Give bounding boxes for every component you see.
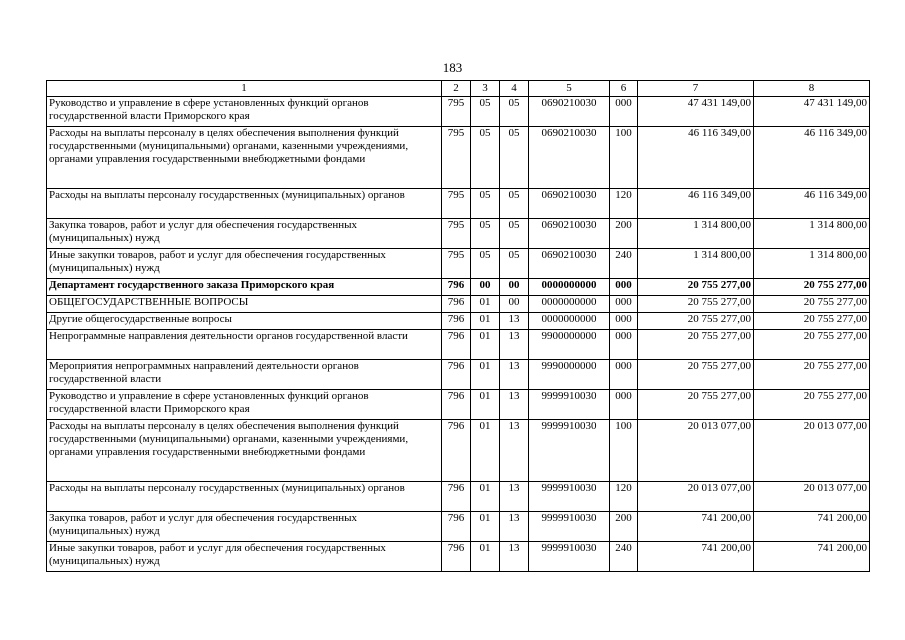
code-cell: 05 xyxy=(471,249,500,279)
code-cell: 0690210030 xyxy=(529,189,610,219)
amount-cell: 20 755 277,00 xyxy=(754,296,870,313)
code-cell: 120 xyxy=(610,189,638,219)
column-header: 4 xyxy=(500,81,529,97)
description-cell: Расходы на выплаты персоналу в целях обеспечения выполнения функций государственными (муниципальными) органами, казенными учреждениями, органами управления государственными внебюджетными фондами xyxy=(47,127,442,189)
page-number: 183 xyxy=(442,60,463,75)
amount-cell: 20 755 277,00 xyxy=(638,360,754,390)
code-cell: 13 xyxy=(500,390,529,420)
code-cell: 05 xyxy=(471,189,500,219)
column-header: 3 xyxy=(471,81,500,97)
budget-table xyxy=(46,80,870,572)
table-row xyxy=(47,482,870,512)
amount-cell: 741 200,00 xyxy=(754,512,870,542)
table-row xyxy=(47,330,870,360)
code-cell: 01 xyxy=(471,360,500,390)
code-cell: 13 xyxy=(500,313,529,330)
code-cell: 00 xyxy=(471,279,500,296)
amount-cell: 1 314 800,00 xyxy=(638,219,754,249)
column-header: 2 xyxy=(442,81,471,97)
amount-cell: 20 755 277,00 xyxy=(638,296,754,313)
code-cell: 796 xyxy=(442,542,471,572)
code-cell: 795 xyxy=(442,97,471,127)
description-cell: Закупка товаров, работ и услуг для обеспечения государственных (муниципальных) нужд xyxy=(47,219,442,249)
code-cell: 796 xyxy=(442,360,471,390)
column-header: 8 xyxy=(754,81,870,97)
amount-cell: 741 200,00 xyxy=(638,512,754,542)
code-cell: 05 xyxy=(500,97,529,127)
code-cell: 01 xyxy=(471,482,500,512)
table-row xyxy=(47,249,870,279)
table-row xyxy=(47,97,870,127)
code-cell: 9990000000 xyxy=(529,360,610,390)
code-cell: 01 xyxy=(471,390,500,420)
amount-cell: 20 013 077,00 xyxy=(638,420,754,482)
code-cell: 000 xyxy=(610,279,638,296)
code-cell: 0000000000 xyxy=(529,296,610,313)
amount-cell: 46 116 349,00 xyxy=(638,127,754,189)
amount-cell: 20 013 077,00 xyxy=(754,420,870,482)
amount-cell: 20 755 277,00 xyxy=(754,330,870,360)
code-cell: 01 xyxy=(471,542,500,572)
column-header: 7 xyxy=(638,81,754,97)
table-row xyxy=(47,279,870,296)
table-row xyxy=(47,296,870,313)
code-cell: 795 xyxy=(442,249,471,279)
code-cell: 000 xyxy=(610,390,638,420)
amount-cell: 20 755 277,00 xyxy=(638,313,754,330)
table-row xyxy=(47,127,870,189)
column-header: 6 xyxy=(610,81,638,97)
description-cell: ОБЩЕГОСУДАРСТВЕННЫЕ ВОПРОСЫ xyxy=(47,296,442,313)
description-cell: Иные закупки товаров, работ и услуг для обеспечения государственных (муниципальных) нужд xyxy=(47,249,442,279)
amount-cell: 46 116 349,00 xyxy=(754,189,870,219)
code-cell: 0000000000 xyxy=(529,279,610,296)
code-cell: 796 xyxy=(442,512,471,542)
code-cell: 9999910030 xyxy=(529,420,610,482)
code-cell: 05 xyxy=(471,219,500,249)
code-cell: 796 xyxy=(442,313,471,330)
table-row xyxy=(47,189,870,219)
code-cell: 795 xyxy=(442,189,471,219)
code-cell: 796 xyxy=(442,330,471,360)
code-cell: 000 xyxy=(610,360,638,390)
amount-cell: 741 200,00 xyxy=(754,542,870,572)
code-cell: 00 xyxy=(500,296,529,313)
code-cell: 0690210030 xyxy=(529,219,610,249)
description-cell: Иные закупки товаров, работ и услуг для обеспечения государственных (муниципальных) нужд xyxy=(47,542,442,572)
code-cell: 13 xyxy=(500,512,529,542)
code-cell: 05 xyxy=(500,127,529,189)
code-cell: 120 xyxy=(610,482,638,512)
code-cell: 01 xyxy=(471,420,500,482)
code-cell: 240 xyxy=(610,542,638,572)
code-cell: 0690210030 xyxy=(529,97,610,127)
table-row xyxy=(47,420,870,482)
code-cell: 9999910030 xyxy=(529,542,610,572)
code-cell: 0690210030 xyxy=(529,127,610,189)
amount-cell: 1 314 800,00 xyxy=(754,219,870,249)
code-cell: 100 xyxy=(610,420,638,482)
amount-cell: 20 013 077,00 xyxy=(638,482,754,512)
code-cell: 9999910030 xyxy=(529,512,610,542)
amount-cell: 20 755 277,00 xyxy=(754,360,870,390)
amount-cell: 20 755 277,00 xyxy=(754,313,870,330)
code-cell: 00 xyxy=(500,279,529,296)
code-cell: 13 xyxy=(500,482,529,512)
code-cell: 795 xyxy=(442,127,471,189)
amount-cell: 46 116 349,00 xyxy=(638,189,754,219)
code-cell: 05 xyxy=(500,249,529,279)
table-row xyxy=(47,219,870,249)
code-cell: 796 xyxy=(442,296,471,313)
amount-cell: 47 431 149,00 xyxy=(638,97,754,127)
code-cell: 796 xyxy=(442,482,471,512)
description-cell: Мероприятия непрограммных направлений деятельности органов государственной власти xyxy=(47,360,442,390)
table-row xyxy=(47,542,870,572)
amount-cell: 47 431 149,00 xyxy=(754,97,870,127)
code-cell: 796 xyxy=(442,279,471,296)
code-cell: 240 xyxy=(610,249,638,279)
code-cell: 13 xyxy=(500,360,529,390)
code-cell: 01 xyxy=(471,296,500,313)
description-cell: Расходы на выплаты персоналу государственных (муниципальных) органов xyxy=(47,482,442,512)
table-row xyxy=(47,360,870,390)
amount-cell: 20 013 077,00 xyxy=(754,482,870,512)
description-cell: Руководство и управление в сфере установленных функций органов государственной власти Приморского края xyxy=(47,390,442,420)
table-row xyxy=(47,512,870,542)
code-cell: 01 xyxy=(471,330,500,360)
code-cell: 000 xyxy=(610,313,638,330)
description-cell: Другие общегосударственные вопросы xyxy=(47,313,442,330)
amount-cell: 1 314 800,00 xyxy=(754,249,870,279)
code-cell: 9999910030 xyxy=(529,482,610,512)
code-cell: 9900000000 xyxy=(529,330,610,360)
code-cell: 05 xyxy=(500,219,529,249)
code-cell: 05 xyxy=(500,189,529,219)
description-cell: Расходы на выплаты персоналу в целях обеспечения выполнения функций государственными (муниципальными) органами, казенными учреждениями, органами управления государственными внебюджетными фондами xyxy=(47,420,442,482)
code-cell: 13 xyxy=(500,420,529,482)
amount-cell: 46 116 349,00 xyxy=(754,127,870,189)
code-cell: 13 xyxy=(500,330,529,360)
description-cell: Закупка товаров, работ и услуг для обеспечения государственных (муниципальных) нужд xyxy=(47,512,442,542)
amount-cell: 741 200,00 xyxy=(638,542,754,572)
code-cell: 05 xyxy=(471,127,500,189)
amount-cell: 20 755 277,00 xyxy=(638,330,754,360)
amount-cell: 20 755 277,00 xyxy=(638,390,754,420)
code-cell: 200 xyxy=(610,512,638,542)
table-row xyxy=(47,390,870,420)
code-cell: 000 xyxy=(610,330,638,360)
header-row xyxy=(47,81,870,97)
amount-cell: 20 755 277,00 xyxy=(754,279,870,296)
amount-cell: 1 314 800,00 xyxy=(638,249,754,279)
table-row xyxy=(47,313,870,330)
code-cell: 796 xyxy=(442,420,471,482)
code-cell: 9999910030 xyxy=(529,390,610,420)
description-cell: Непрограммные направления деятельности органов государственной власти xyxy=(47,330,442,360)
code-cell: 05 xyxy=(471,97,500,127)
column-header: 5 xyxy=(529,81,610,97)
description-cell: Руководство и управление в сфере установленных функций органов государственной власти Приморского края xyxy=(47,97,442,127)
code-cell: 0000000000 xyxy=(529,313,610,330)
code-cell: 000 xyxy=(610,296,638,313)
column-header: 1 xyxy=(47,81,442,97)
code-cell: 795 xyxy=(442,219,471,249)
amount-cell: 20 755 277,00 xyxy=(754,390,870,420)
code-cell: 13 xyxy=(500,542,529,572)
code-cell: 000 xyxy=(610,97,638,127)
code-cell: 0690210030 xyxy=(529,249,610,279)
description-cell: Департамент государственного заказа Приморского края xyxy=(47,279,442,296)
code-cell: 01 xyxy=(471,512,500,542)
code-cell: 200 xyxy=(610,219,638,249)
code-cell: 100 xyxy=(610,127,638,189)
amount-cell: 20 755 277,00 xyxy=(638,279,754,296)
code-cell: 01 xyxy=(471,313,500,330)
description-cell: Расходы на выплаты персоналу государственных (муниципальных) органов xyxy=(47,189,442,219)
code-cell: 796 xyxy=(442,390,471,420)
